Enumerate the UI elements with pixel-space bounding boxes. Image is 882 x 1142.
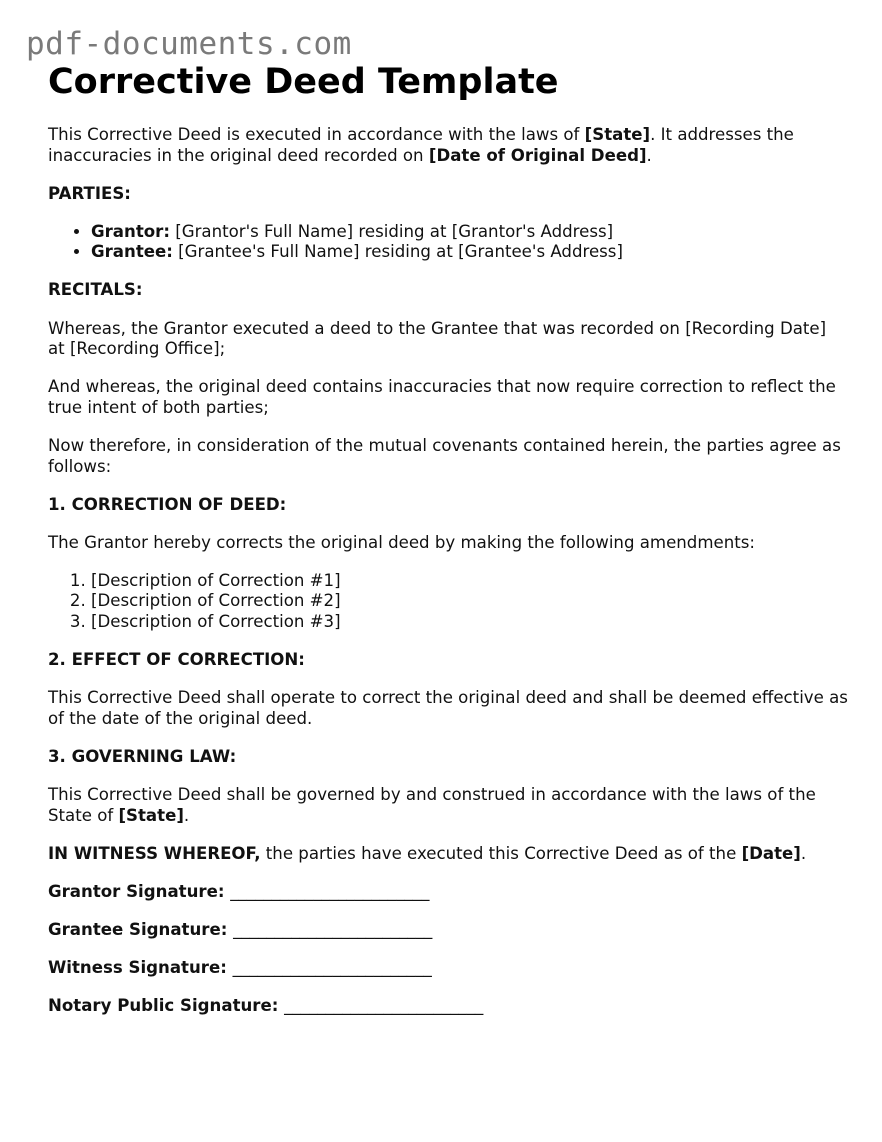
- section-3-text: [48, 785, 848, 826]
- section-2-text: This Corrective Deed shall operate to correct the original deed and shall be deemed effective as of the date of the original deed.: [48, 688, 848, 728]
- section-1-text: The Grantor hereby corrects the original deed by making the following amendments:: [48, 532, 755, 552]
- party-grantor-text: [Grantor's Full Name] residing at [Grantor's Address]: [169, 221, 614, 241]
- section-3-state-placeholder: [State]: [118, 805, 184, 825]
- notary-signature-blank: ________________________: [284, 996, 484, 1016]
- party-grantee-text: [Grantee's Full Name] residing at [Grantee's Address]: [172, 242, 623, 262]
- correction-item: 2. [Description of Correction #2]: [91, 591, 848, 612]
- section-3-heading: 3. GOVERNING LAW:: [48, 746, 237, 766]
- recital-paragraph-1: Whereas, the Grantor executed a deed to the Grantee that was recorded on [Recording Date] at [Recording Office];: [48, 318, 827, 359]
- intro-text-2: . It addresses the inaccuracies in the original deed recorded on: [48, 125, 794, 165]
- parties-heading: PARTIES:: [48, 183, 131, 203]
- grantor-signature-blank: ________________________: [230, 881, 430, 901]
- section-3-text-1: This Corrective Deed shall be governed by and construed in accordance with the laws of the State of: [48, 784, 816, 825]
- notary-signature-label: Notary Public Signature:: [48, 996, 279, 1016]
- notary-signature-line: [48, 996, 848, 1017]
- grantor-signature-line: [48, 882, 848, 903]
- party-grantor: [91, 222, 848, 243]
- correction-item: 3. [Description of Correction #3]: [91, 612, 848, 633]
- party-grantor-label: Grantor:: [91, 221, 170, 241]
- witness-text-2: .: [800, 843, 807, 863]
- witness-lead: IN WITNESS WHEREOF,: [48, 843, 261, 863]
- witness-date-placeholder: [Date]: [741, 843, 801, 863]
- grantee-signature-label: Grantee Signature:: [48, 919, 228, 939]
- grantor-signature-label: Grantor Signature:: [48, 881, 225, 901]
- party-grantee: [91, 242, 848, 263]
- recitals-heading: RECITALS:: [48, 280, 143, 300]
- intro-text-3: .: [646, 145, 652, 165]
- intro-date-placeholder: [Date of Original Deed]: [428, 145, 647, 165]
- witness-signature-blank: ________________________: [232, 957, 432, 977]
- parties-list: [48, 222, 848, 263]
- witness-text-1: the parties have executed this Corrective Deed as of the: [260, 843, 742, 863]
- site-watermark: pdf-documents.com: [26, 26, 352, 62]
- witness-paragraph: [48, 844, 848, 865]
- witness-signature-line: [48, 958, 848, 979]
- intro-paragraph: [48, 125, 848, 166]
- intro-state-placeholder: [State]: [584, 125, 651, 144]
- grantee-signature-blank: ________________________: [233, 919, 433, 939]
- recital-paragraph-2: And whereas, the original deed contains inaccuracies that now require correction to reflect the true intent of both parties;: [48, 377, 836, 417]
- section-2-heading: 2. EFFECT OF CORRECTION:: [48, 650, 305, 670]
- witness-signature-label: Witness Signature:: [48, 957, 227, 977]
- party-grantee-label: Grantee:: [91, 242, 173, 262]
- section-3-text-2: .: [183, 805, 190, 825]
- document-body: [48, 60, 848, 1034]
- intro-text-1: This Corrective Deed is executed in accordance with the laws of: [48, 125, 585, 144]
- document-title: Corrective Deed Template: [48, 62, 559, 102]
- recital-paragraph-3: Now therefore, in consideration of the mutual covenants contained herein, the parties agree as follows:: [48, 435, 841, 476]
- correction-item: 1. [Description of Correction #1]: [91, 571, 848, 592]
- section-1-heading: 1. CORRECTION OF DEED:: [48, 494, 287, 514]
- grantee-signature-line: [48, 920, 848, 941]
- corrections-list: [48, 571, 848, 633]
